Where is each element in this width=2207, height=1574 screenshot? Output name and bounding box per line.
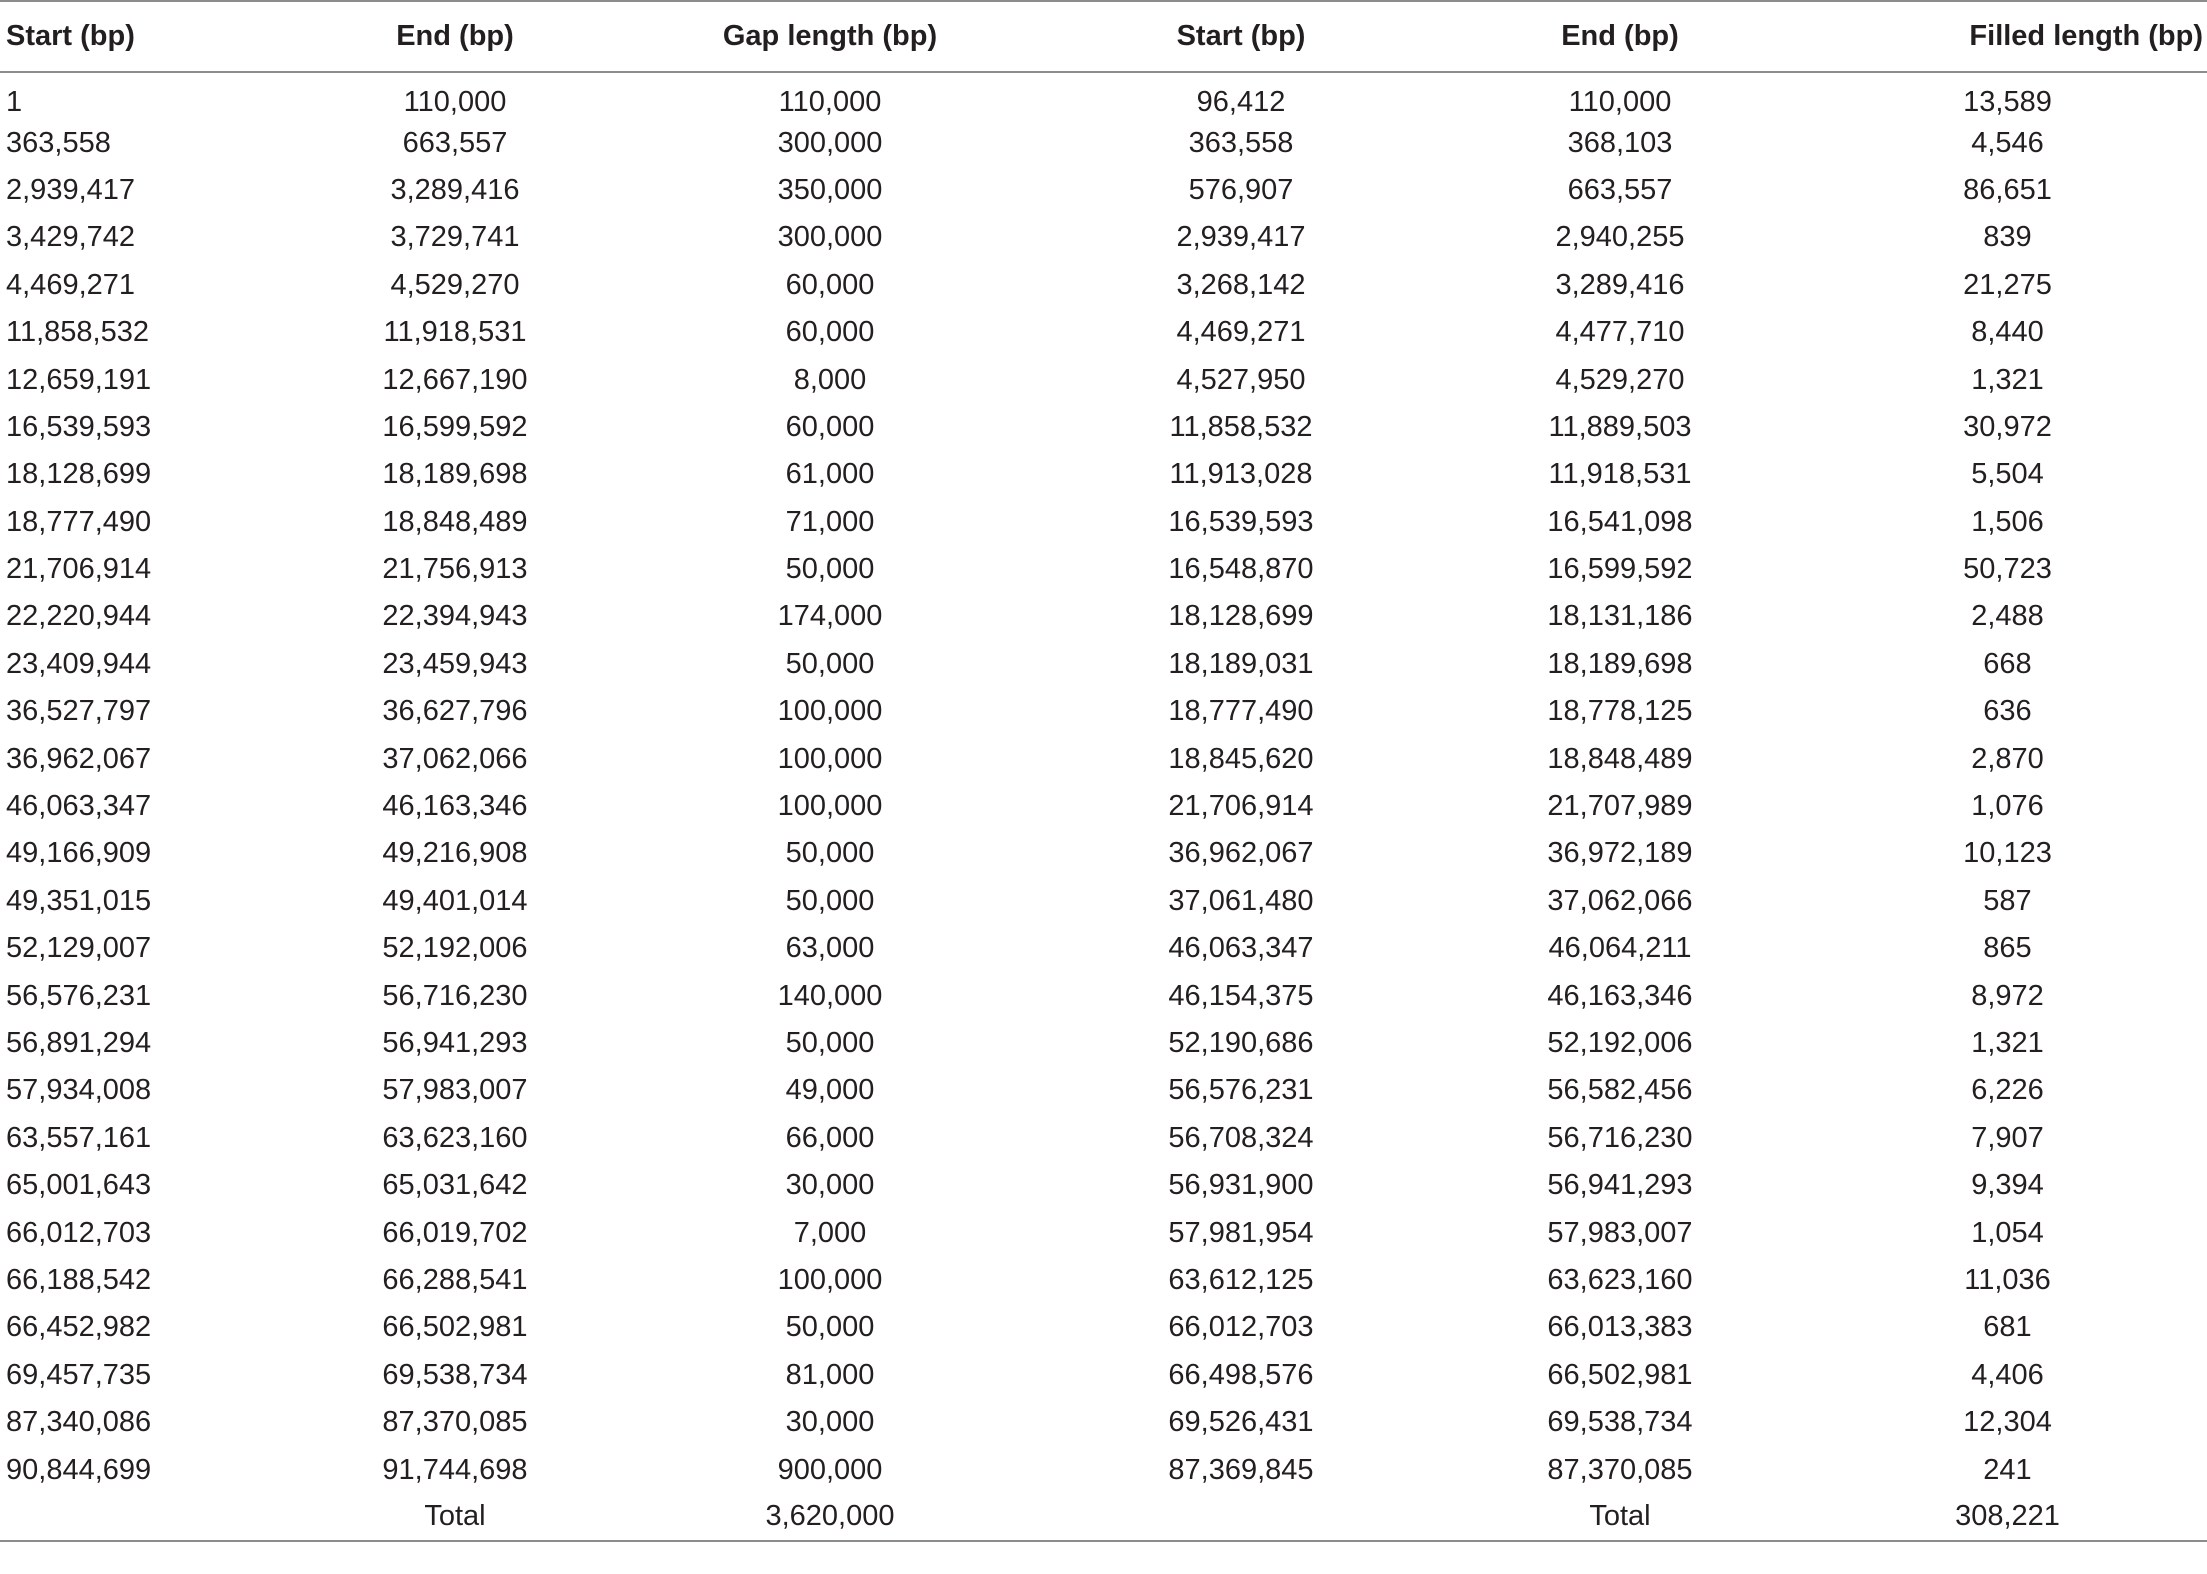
cell-filled-length: 8,440	[1971, 316, 2044, 349]
cell-filled-length: 4,406	[1971, 1358, 2044, 1391]
cell-gap-length: 61,000	[785, 458, 875, 491]
cell-original-start: 18,777,490	[6, 505, 152, 538]
cell-gap-length: 50,000	[785, 1311, 875, 1344]
cell-filled-start: 56,576,231	[1168, 1074, 1314, 1107]
cell-original-end: 4,529,270	[390, 268, 520, 301]
cell-filled-start: 69,526,431	[1168, 1406, 1314, 1439]
cell-original-end: 663,557	[402, 126, 508, 159]
cell-filled-end: 4,529,270	[1555, 363, 1685, 396]
cell-original-start: 46,063,347	[6, 790, 152, 823]
cell-original-start: 16,539,593	[6, 410, 152, 443]
cell-original-end: 56,941,293	[382, 1027, 528, 1059]
cell-filled-start: 21,706,914	[1168, 790, 1314, 823]
cell-filled-start: 63,612,125	[1168, 1263, 1314, 1296]
table-row	[0, 1067, 2207, 1114]
header-row	[0, 1, 2207, 72]
cell-filled-end: 16,541,098	[1547, 505, 1693, 538]
cell-filled-end: 46,064,211	[1548, 932, 1692, 965]
table-row	[0, 1304, 2207, 1351]
table-header	[0, 1, 2207, 72]
cell-original-start: 66,452,982	[6, 1311, 152, 1344]
cell-filled-end: 21,707,989	[1547, 790, 1693, 823]
table-row	[0, 356, 2207, 403]
cell-original-start: 22,220,944	[6, 600, 152, 633]
table-row	[0, 972, 2207, 1019]
table-row	[0, 1209, 2207, 1256]
cell-filled-start: 52,190,686	[1168, 1027, 1314, 1059]
cell-gap-length: 60,000	[785, 268, 875, 301]
cell-filled-start: 11,858,532	[1169, 410, 1313, 443]
table-row	[0, 1020, 2207, 1067]
cell-filled-end: 4,477,710	[1555, 316, 1685, 349]
cell-original-end: 49,216,908	[382, 837, 528, 870]
cell-filled-start: 56,708,324	[1168, 1121, 1314, 1154]
cell-gap-length: 110,000	[778, 85, 882, 118]
total-cell-original-start	[0, 1494, 300, 1541]
column-header-filled-length: Filled length (bp)	[1969, 20, 2203, 52]
table-row	[0, 641, 2207, 688]
table-row	[0, 451, 2207, 498]
cell-gap-length: 50,000	[785, 884, 875, 917]
cell-original-start: 52,129,007	[6, 932, 152, 965]
cell-original-start: 49,166,909	[6, 837, 152, 870]
cell-original-start: 90,844,699	[6, 1453, 152, 1486]
cell-filled-length: 241	[1983, 1453, 2032, 1486]
cell-filled-end: 3,289,416	[1555, 268, 1685, 301]
cell-original-end: 46,163,346	[382, 790, 528, 823]
cell-gap-length: 30,000	[785, 1406, 875, 1439]
cell-filled-end: 87,370,085	[1547, 1453, 1693, 1486]
cell-filled-end: 56,716,230	[1547, 1121, 1693, 1154]
cell-gap-length: 50,000	[785, 1027, 875, 1059]
table-row	[0, 1257, 2207, 1304]
cell-filled-length: 681	[1983, 1311, 2032, 1344]
cell-filled-length: 1,321	[1971, 1027, 2044, 1059]
cell-filled-end: 52,192,006	[1547, 1027, 1693, 1059]
cell-filled-end: 18,848,489	[1547, 742, 1693, 775]
cell-filled-length: 11,036	[1964, 1263, 2051, 1296]
cell-original-end: 66,502,981	[382, 1311, 528, 1344]
table-row	[0, 1162, 2207, 1209]
cell-filled-end: 63,623,160	[1547, 1263, 1693, 1296]
cell-original-end: 22,394,943	[382, 600, 528, 633]
cell-filled-length: 636	[1983, 695, 2032, 728]
table-row	[0, 214, 2207, 261]
cell-original-start: 57,934,008	[6, 1074, 152, 1107]
cell-gap-length: 50,000	[785, 553, 875, 586]
cell-gap-length: 100,000	[777, 742, 883, 775]
cell-filled-end: 66,502,981	[1547, 1358, 1693, 1391]
cell-original-start: 66,012,703	[6, 1216, 152, 1249]
cell-filled-end: 66,013,383	[1547, 1311, 1693, 1344]
cell-original-start: 23,409,944	[6, 647, 152, 680]
cell-original-end: 3,289,416	[390, 173, 520, 206]
cell-filled-length: 668	[1983, 647, 2032, 680]
cell-original-end: 91,744,698	[382, 1453, 528, 1486]
cell-filled-length: 21,275	[1963, 268, 2052, 301]
cell-original-start: 4,469,271	[6, 268, 136, 301]
cell-filled-start: 56,931,900	[1168, 1169, 1314, 1202]
cell-original-end: 52,192,006	[382, 932, 528, 965]
table-row	[0, 878, 2207, 925]
cell-filled-end: 56,582,456	[1547, 1074, 1693, 1107]
cell-filled-length: 587	[1983, 884, 2032, 917]
cell-original-start: 36,527,797	[6, 695, 152, 728]
cell-filled-end: 18,131,186	[1547, 600, 1693, 633]
cell-original-end: 110,000	[403, 85, 507, 118]
cell-filled-length: 8,972	[1971, 979, 2044, 1012]
cell-original-start: 63,557,161	[6, 1121, 152, 1154]
cell-original-start: 69,457,735	[6, 1358, 152, 1391]
table-row	[0, 499, 2207, 546]
cell-filled-end: 36,972,189	[1547, 837, 1693, 870]
cell-filled-end: 11,889,503	[1548, 410, 1692, 443]
cell-original-end: 69,538,734	[382, 1358, 528, 1391]
total-cell-filled-length: 308,221	[1955, 1500, 2060, 1533]
table-row	[0, 72, 2207, 119]
total-cell-filled-start	[1050, 1494, 1432, 1541]
cell-filled-length: 1,506	[1971, 505, 2044, 538]
cell-filled-start: 36,962,067	[1168, 837, 1314, 870]
cell-filled-length: 7,907	[1971, 1121, 2044, 1154]
cell-filled-length: 10,123	[1963, 837, 2052, 870]
cell-filled-length: 13,589	[1963, 85, 2052, 118]
cell-gap-length: 140,000	[777, 979, 883, 1012]
cell-filled-end: 368,103	[1567, 126, 1673, 159]
cell-filled-length: 6,226	[1971, 1074, 2044, 1107]
table-row	[0, 925, 2207, 972]
cell-original-end: 65,031,642	[382, 1169, 528, 1202]
cell-original-end: 21,756,913	[382, 553, 528, 586]
cell-filled-start: 87,369,845	[1168, 1453, 1314, 1486]
cell-gap-length: 900,000	[777, 1453, 883, 1486]
cell-filled-end: 69,538,734	[1547, 1406, 1693, 1439]
cell-gap-length: 50,000	[785, 647, 875, 680]
cell-filled-start: 4,527,950	[1176, 363, 1306, 396]
cell-original-start: 87,340,086	[6, 1406, 152, 1439]
cell-original-start: 56,576,231	[6, 979, 152, 1012]
cell-original-end: 49,401,014	[382, 884, 528, 917]
cell-original-end: 16,599,592	[382, 410, 528, 443]
column-header-gap-length: Gap length (bp)	[722, 20, 938, 52]
cell-original-end: 18,848,489	[382, 505, 528, 538]
cell-original-start: 36,962,067	[6, 742, 152, 775]
table-row	[0, 783, 2207, 830]
cell-filled-length: 839	[1983, 221, 2032, 254]
cell-filled-start: 18,189,031	[1168, 647, 1314, 680]
cell-original-end: 37,062,066	[382, 742, 528, 775]
cell-filled-length: 2,870	[1971, 742, 2044, 775]
cell-gap-length: 7,000	[793, 1216, 867, 1249]
cell-filled-end: 2,940,255	[1555, 221, 1685, 254]
cell-filled-start: 3,268,142	[1176, 268, 1306, 301]
cell-filled-start: 66,012,703	[1168, 1311, 1314, 1344]
column-header-original-start: Start (bp)	[6, 20, 135, 52]
cell-original-start: 1	[6, 85, 23, 118]
table-row	[0, 1352, 2207, 1399]
cell-gap-length: 100,000	[777, 695, 883, 728]
total-cell-original-end: Total	[424, 1500, 486, 1533]
column-header-original-end: End (bp)	[396, 20, 514, 52]
cell-filled-length: 12,304	[1963, 1406, 2052, 1439]
table-row	[0, 688, 2207, 735]
cell-original-end: 56,716,230	[382, 979, 528, 1012]
cell-gap-length: 174,000	[777, 600, 883, 633]
cell-original-end: 3,729,741	[390, 221, 520, 254]
cell-filled-start: 4,469,271	[1176, 316, 1306, 349]
table-row	[0, 119, 2207, 166]
cell-original-start: 49,351,015	[6, 884, 152, 917]
cell-filled-start: 363,558	[1188, 126, 1294, 159]
cell-original-end: 12,667,190	[382, 363, 528, 396]
cell-filled-length: 86,651	[1963, 173, 2052, 206]
cell-original-end: 11,918,531	[383, 316, 527, 349]
table-row	[0, 262, 2207, 309]
table-row	[0, 309, 2207, 356]
total-cell-filled-end: Total	[1589, 1500, 1651, 1533]
cell-filled-end: 18,778,125	[1547, 695, 1693, 728]
column-header-filled-start: Start (bp)	[1176, 20, 1306, 52]
cell-gap-length: 81,000	[785, 1358, 875, 1391]
cell-original-end: 57,983,007	[382, 1074, 528, 1107]
cell-filled-length: 865	[1983, 932, 2032, 965]
table-row	[0, 546, 2207, 593]
cell-filled-start: 16,539,593	[1168, 505, 1314, 538]
cell-gap-length: 30,000	[785, 1169, 875, 1202]
cell-filled-start: 18,845,620	[1168, 742, 1314, 775]
cell-original-start: 363,558	[6, 126, 111, 159]
cell-original-start: 3,429,742	[6, 221, 136, 254]
table-body	[0, 72, 2207, 1541]
table-row	[0, 404, 2207, 451]
table-row	[0, 735, 2207, 782]
cell-filled-length: 1,321	[1971, 363, 2044, 396]
cell-original-end: 18,189,698	[382, 458, 528, 491]
cell-original-start: 12,659,191	[6, 363, 152, 396]
cell-filled-start: 46,154,375	[1168, 979, 1314, 1012]
cell-gap-length: 300,000	[777, 221, 883, 254]
cell-original-end: 66,019,702	[382, 1216, 528, 1249]
cell-original-start: 18,128,699	[6, 458, 152, 491]
cell-gap-length: 350,000	[777, 173, 883, 206]
cell-gap-length: 60,000	[785, 316, 875, 349]
table-row	[0, 1399, 2207, 1446]
cell-original-start: 66,188,542	[6, 1263, 152, 1296]
cell-original-start: 2,939,417	[6, 173, 136, 206]
cell-filled-start: 576,907	[1188, 173, 1294, 206]
cell-original-start: 65,001,643	[6, 1169, 152, 1202]
cell-original-start: 21,706,914	[6, 553, 152, 586]
cell-filled-end: 663,557	[1567, 173, 1673, 206]
total-row	[0, 1494, 2207, 1541]
column-header-filled-end: End (bp)	[1561, 20, 1679, 52]
cell-filled-length: 5,504	[1971, 458, 2044, 491]
cell-filled-start: 2,939,417	[1176, 221, 1306, 254]
cell-filled-length: 50,723	[1963, 553, 2052, 586]
cell-filled-start: 96,412	[1196, 85, 1286, 118]
cell-gap-length: 50,000	[785, 837, 875, 870]
cell-filled-start: 11,913,028	[1169, 458, 1313, 491]
cell-filled-end: 11,918,531	[1548, 458, 1692, 491]
cell-filled-length: 2,488	[1971, 600, 2044, 633]
cell-filled-start: 46,063,347	[1168, 932, 1314, 965]
table-row	[0, 593, 2207, 640]
table-row	[0, 1115, 2207, 1162]
cell-original-end: 63,623,160	[382, 1121, 528, 1154]
cell-filled-start: 16,548,870	[1168, 553, 1314, 586]
cell-gap-length: 300,000	[777, 126, 883, 159]
cell-original-end: 87,370,085	[382, 1406, 528, 1439]
cell-filled-start: 18,128,699	[1168, 600, 1314, 633]
cell-filled-end: 18,189,698	[1547, 647, 1693, 680]
cell-filled-start: 37,061,480	[1168, 884, 1314, 917]
cell-filled-length: 1,076	[1971, 790, 2044, 823]
cell-original-start: 56,891,294	[6, 1027, 152, 1059]
cell-original-start: 11,858,532	[6, 316, 149, 349]
total-cell-gap-length: 3,620,000	[765, 1500, 895, 1533]
cell-filled-end: 46,163,346	[1547, 979, 1693, 1012]
cell-filled-end: 110,000	[1568, 85, 1672, 118]
table-row	[0, 167, 2207, 214]
cell-gap-length: 71,000	[785, 505, 875, 538]
cell-gap-length: 63,000	[785, 932, 875, 965]
cell-filled-length: 4,546	[1971, 126, 2044, 159]
cell-filled-length: 30,972	[1963, 410, 2052, 443]
cell-filled-start: 57,981,954	[1168, 1216, 1314, 1249]
cell-filled-end: 16,599,592	[1547, 553, 1693, 586]
cell-filled-start: 18,777,490	[1168, 695, 1314, 728]
cell-filled-end: 37,062,066	[1547, 884, 1693, 917]
cell-filled-start: 66,498,576	[1168, 1358, 1314, 1391]
cell-gap-length: 60,000	[785, 410, 875, 443]
cell-gap-length: 100,000	[777, 1263, 883, 1296]
cell-gap-length: 49,000	[785, 1074, 875, 1107]
cell-original-end: 23,459,943	[382, 647, 528, 680]
table-row	[0, 1446, 2207, 1493]
cell-gap-length: 8,000	[793, 363, 867, 396]
cell-filled-length: 9,394	[1971, 1169, 2044, 1202]
cell-filled-length: 1,054	[1971, 1216, 2044, 1249]
cell-gap-length: 66,000	[785, 1121, 875, 1154]
cell-filled-end: 56,941,293	[1547, 1169, 1693, 1202]
cell-original-end: 36,627,796	[382, 695, 528, 728]
table-row	[0, 830, 2207, 877]
cell-original-end: 66,288,541	[382, 1263, 528, 1296]
cell-filled-end: 57,983,007	[1547, 1216, 1693, 1249]
cell-gap-length: 100,000	[777, 790, 883, 823]
